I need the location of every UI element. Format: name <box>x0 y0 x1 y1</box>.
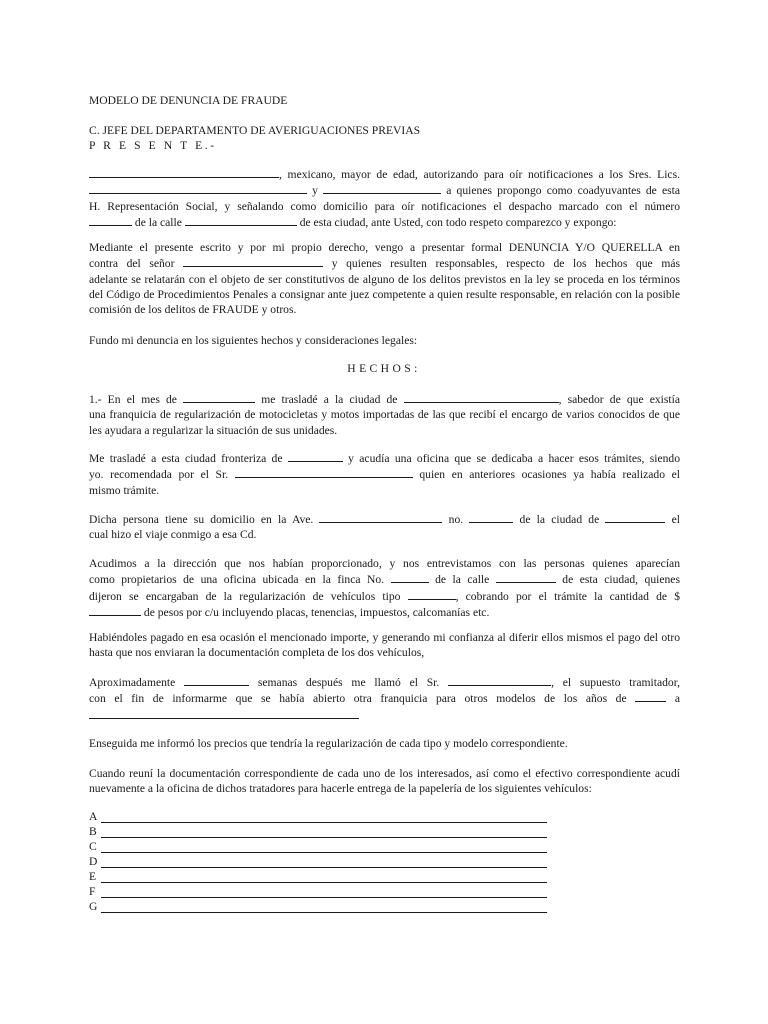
paragraph-text: Acudimos a la dirección que nos habían proporcionado, y nos entrevistamos con las personas quienes aparecían <box>89 557 680 570</box>
blank-city <box>605 511 665 523</box>
vehicle-label: B <box>89 825 97 838</box>
paragraph-text: , el supuesto tramitador, <box>551 676 681 689</box>
blank-street <box>496 571 556 583</box>
vehicle-blank-line <box>101 901 547 913</box>
paragraph-text: quien en anteriores ocasiones ya había realizado el <box>419 468 680 482</box>
hecho-3 <box>89 511 680 543</box>
intro-text: y <box>312 184 318 198</box>
hechos-heading: HECHOS: <box>347 362 421 375</box>
hecho-4 <box>89 556 680 620</box>
document-title: MODELO DE DENUNCIA DE FRAUDE <box>89 94 288 107</box>
vehicle-blank-line <box>101 826 547 838</box>
blank-finca-no <box>391 571 429 583</box>
paragraph-text: Dicha persona tiene su domicilio en la Ave. <box>89 513 314 526</box>
blank-border-city <box>288 450 343 462</box>
paragraph-text: de la calle <box>435 573 490 587</box>
hecho-8: Cuando reuní la documentación correspondiente de cada uno de los interesados, así como el efectivo correspondiente acudí nuevamente a la oficina de dichos tratadores para hacerle entrega de la papelería de los siguientes vehículos: <box>89 767 680 796</box>
blank-name <box>89 166 279 178</box>
addressee-line: C. JEFE DEL DEPARTAMENTO DE AVERIGUACIONES PREVIAS <box>89 124 421 137</box>
paragraph-text: el <box>671 513 680 526</box>
paragraph-text: no. <box>448 513 464 526</box>
paragraph-text: , cobrando por el trámite la cantidad de $ <box>455 589 680 603</box>
paragraph-text: y quienes resulten responsables, respecto de los hechos que más <box>331 257 680 271</box>
vehicle-blank-line <box>101 871 547 883</box>
paragraph-text: cual hizo el viaje conmigo a esa Cd. <box>89 528 257 542</box>
vehicle-label: C <box>89 840 97 853</box>
presente-line: P R E S E N T E.- <box>89 139 217 153</box>
paragraph-text: con el fin de informarme que se había abierto otra franquicia para otros modelos de los años de <box>89 692 627 706</box>
blank-amount <box>89 604 141 616</box>
paragraph-text: de esta ciudad, quienes <box>562 573 680 587</box>
blank-lic-1 <box>89 182 307 194</box>
hecho-6 <box>89 674 680 723</box>
vehicle-row <box>89 808 559 823</box>
paragraph-text: a <box>674 692 680 706</box>
blank-tramitador <box>448 674 551 686</box>
vehicle-blank-line <box>101 841 547 853</box>
blank-lic-2 <box>323 182 441 194</box>
vehicle-list <box>89 808 559 913</box>
blank-street <box>185 214 297 226</box>
vehicle-row <box>89 898 559 913</box>
paragraph-text: adelante se relatarán con el objeto de ser constitutivos de alguno de los delitos previstos en la ley se proceda en los términos del Código de Procedimientos Penales a consignar ante juez competente a quien resulte responsable, en relación con la posible comisión de los delitos de FRAUDE y otros. <box>89 272 680 317</box>
paragraph-text: , sabedor de que existía <box>558 393 680 406</box>
vehicle-label: F <box>89 885 96 898</box>
blank-sr-name <box>235 466 413 478</box>
paragraph-text: como propietarios de una oficina ubicada en la finca No. <box>89 573 385 587</box>
paragraph-text: de la ciudad de <box>519 513 600 526</box>
vehicle-row <box>89 883 559 898</box>
intro-text: , mexicano, mayor de edad, autorizando para oír notificaciones a los Sres. Lics. <box>279 168 680 181</box>
intro-text: de la calle <box>134 215 182 229</box>
paragraph-text: contra del señor <box>89 257 175 271</box>
blank-city <box>404 391 559 403</box>
vehicle-row <box>89 868 559 883</box>
blank-accused <box>183 255 323 267</box>
paragraph-fundamento: Fundo mi denuncia en los siguientes hechos y consideraciones legales: <box>89 334 418 347</box>
paragraph-text: Aproximadamente <box>89 676 176 689</box>
paragraph-text: 1.- En el mes de <box>89 393 177 406</box>
intro-text: H. Representación Social, y señalando como domicilio para oír notificaciones el despacho marcado con el número <box>89 199 680 213</box>
paragraph-denuncia <box>89 240 680 317</box>
blank-weeks <box>184 674 249 686</box>
paragraph-text: de pesos por c/u incluyendo placas, tenencias, impuestos, calcomanías etc. <box>143 605 490 619</box>
addressee-block <box>89 123 680 154</box>
intro-paragraph <box>89 166 680 230</box>
paragraph-text: dijeron se encargaban de la regularización de vehículos tipo <box>89 589 401 603</box>
vehicle-label: D <box>89 855 98 868</box>
vehicle-label: G <box>89 900 98 913</box>
vehicle-row <box>89 823 559 838</box>
paragraph-text: una franquicia de regularización de motocicletas y motos importadas de las que recibí el encargo de varios conocidos de que les ayudara a regularizar la situación de sus unidades. <box>89 408 680 437</box>
vehicle-blank-line <box>101 811 547 823</box>
paragraph-text: yo. recomendada por el Sr. <box>89 468 229 482</box>
paragraph-text: Mediante el presente escrito y por mi propio derecho, vengo a presentar formal DENUNCIA Y/O QUERELLA en <box>89 241 680 254</box>
paragraph-text: me trasladé a la ciudad de <box>261 393 398 406</box>
blank-year-to <box>89 707 359 719</box>
blank-year-from <box>635 690 666 702</box>
vehicle-label: E <box>89 870 97 883</box>
paragraph-text: semanas después me llamó el Sr. <box>257 676 440 689</box>
paragraph-text: mismo trámite. <box>89 483 160 497</box>
vehicle-blank-line <box>101 856 547 868</box>
hecho-1 <box>89 391 680 438</box>
blank-month <box>183 391 255 403</box>
vehicle-blank-line <box>101 886 547 898</box>
intro-text: de esta ciudad, ante Usted, con todo respeto comparezco y expongo: <box>299 215 617 229</box>
blank-number <box>89 214 132 226</box>
hecho-7: Enseguida me informó los precios que tendría la regularización de cada tipo y modelo correspondiente. <box>89 737 568 750</box>
hecho-5: Habiéndoles pagado en esa ocasión el mencionado importe, y generando mi confianza al diferir ellos mismos el pago del otro hasta que nos enviaran la documentación completa de los dos vehículos, <box>89 631 680 660</box>
blank-avenue <box>319 511 442 523</box>
vehicle-row <box>89 838 559 853</box>
intro-text: a quienes propongo como coadyuvantes de esta <box>446 184 680 198</box>
blank-vehicle-type <box>408 588 456 600</box>
paragraph-text: Me trasladé a esta ciudad fronteriza de <box>89 452 283 465</box>
paragraph-text: y acudía una oficina que se dedicaba a hacer esos trámites, siendo <box>348 452 680 465</box>
blank-house-no <box>469 511 513 523</box>
hecho-2 <box>89 450 680 498</box>
vehicle-row <box>89 853 559 868</box>
vehicle-label: A <box>89 810 98 823</box>
